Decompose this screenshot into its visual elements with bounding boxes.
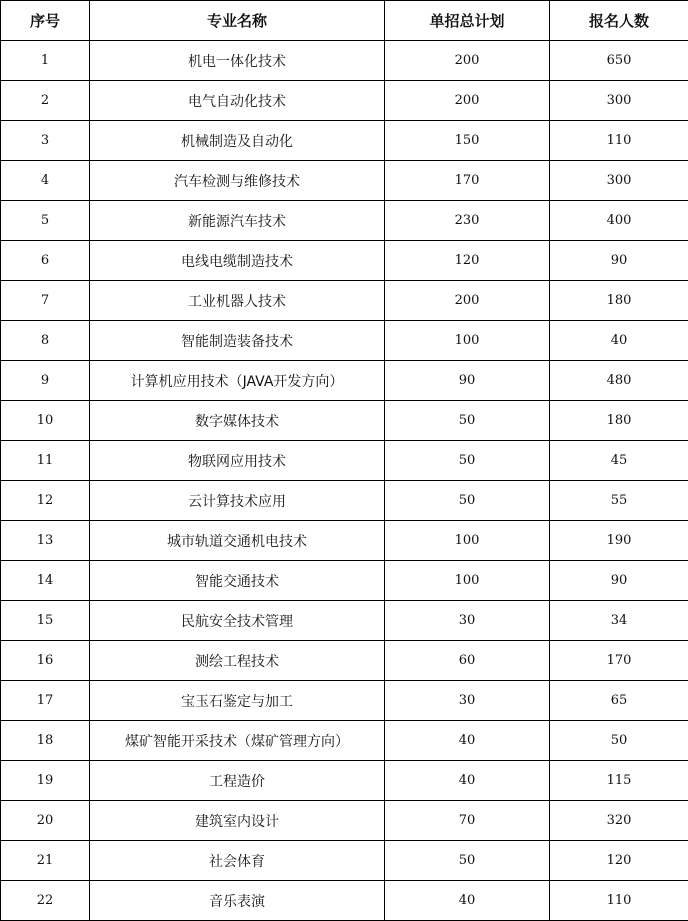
cell-major: 新能源汽车技术 bbox=[90, 201, 385, 241]
table-row bbox=[1, 681, 688, 721]
cell-applicants: 650 bbox=[550, 41, 688, 81]
cell-applicants: 115 bbox=[550, 761, 688, 801]
cell-seq: 11 bbox=[1, 441, 90, 481]
table-row bbox=[1, 841, 688, 881]
cell-plan: 200 bbox=[385, 281, 550, 321]
cell-applicants: 110 bbox=[550, 881, 688, 921]
cell-applicants: 320 bbox=[550, 801, 688, 841]
cell-plan: 30 bbox=[385, 601, 550, 641]
table-row bbox=[1, 881, 688, 921]
cell-major: 电气自动化技术 bbox=[90, 81, 385, 121]
table-row bbox=[1, 801, 688, 841]
cell-plan: 50 bbox=[385, 481, 550, 521]
cell-seq: 15 bbox=[1, 601, 90, 641]
table-row bbox=[1, 81, 688, 121]
cell-applicants: 110 bbox=[550, 121, 688, 161]
cell-major: 汽车检测与维修技术 bbox=[90, 161, 385, 201]
cell-major: 数字媒体技术 bbox=[90, 401, 385, 441]
cell-plan: 50 bbox=[385, 401, 550, 441]
cell-applicants: 300 bbox=[550, 161, 688, 201]
cell-plan: 150 bbox=[385, 121, 550, 161]
cell-plan: 170 bbox=[385, 161, 550, 201]
table-row bbox=[1, 401, 688, 441]
cell-major: 城市轨道交通机电技术 bbox=[90, 521, 385, 561]
cell-seq: 8 bbox=[1, 321, 90, 361]
cell-plan: 30 bbox=[385, 681, 550, 721]
cell-plan: 200 bbox=[385, 41, 550, 81]
table-row bbox=[1, 601, 688, 641]
cell-major: 计算机应用技术（JAVA开发方向） bbox=[90, 361, 385, 401]
cell-seq: 4 bbox=[1, 161, 90, 201]
cell-seq: 3 bbox=[1, 121, 90, 161]
cell-seq: 2 bbox=[1, 81, 90, 121]
cell-plan: 100 bbox=[385, 321, 550, 361]
cell-major: 电线电缆制造技术 bbox=[90, 241, 385, 281]
cell-applicants: 170 bbox=[550, 641, 688, 681]
cell-applicants: 40 bbox=[550, 321, 688, 361]
table-row bbox=[1, 241, 688, 281]
cell-major: 社会体育 bbox=[90, 841, 385, 881]
table-row bbox=[1, 361, 688, 401]
cell-applicants: 180 bbox=[550, 281, 688, 321]
cell-plan: 90 bbox=[385, 361, 550, 401]
table-row bbox=[1, 481, 688, 521]
cell-seq: 5 bbox=[1, 201, 90, 241]
cell-seq: 1 bbox=[1, 41, 90, 81]
cell-applicants: 400 bbox=[550, 201, 688, 241]
cell-plan: 120 bbox=[385, 241, 550, 281]
cell-seq: 12 bbox=[1, 481, 90, 521]
table-row bbox=[1, 561, 688, 601]
cell-plan: 40 bbox=[385, 881, 550, 921]
cell-major: 物联网应用技术 bbox=[90, 441, 385, 481]
cell-major: 智能交通技术 bbox=[90, 561, 385, 601]
cell-seq: 10 bbox=[1, 401, 90, 441]
cell-applicants: 34 bbox=[550, 601, 688, 641]
header-major: 专业名称 bbox=[90, 1, 385, 41]
cell-major: 机械制造及自动化 bbox=[90, 121, 385, 161]
cell-plan: 60 bbox=[385, 641, 550, 681]
table-row bbox=[1, 721, 688, 761]
cell-major: 云计算技术应用 bbox=[90, 481, 385, 521]
table-row bbox=[1, 201, 688, 241]
table-row bbox=[1, 641, 688, 681]
cell-applicants: 190 bbox=[550, 521, 688, 561]
cell-plan: 40 bbox=[385, 721, 550, 761]
cell-plan: 50 bbox=[385, 441, 550, 481]
cell-plan: 100 bbox=[385, 561, 550, 601]
cell-seq: 13 bbox=[1, 521, 90, 561]
table-row bbox=[1, 281, 688, 321]
header-plan: 单招总计划 bbox=[385, 1, 550, 41]
cell-seq: 19 bbox=[1, 761, 90, 801]
cell-applicants: 180 bbox=[550, 401, 688, 441]
table-header bbox=[1, 1, 688, 41]
cell-plan: 70 bbox=[385, 801, 550, 841]
table-row bbox=[1, 41, 688, 81]
cell-plan: 100 bbox=[385, 521, 550, 561]
table-row bbox=[1, 521, 688, 561]
cell-major: 测绘工程技术 bbox=[90, 641, 385, 681]
cell-plan: 50 bbox=[385, 841, 550, 881]
header-applicants: 报名人数 bbox=[550, 1, 688, 41]
cell-applicants: 55 bbox=[550, 481, 688, 521]
cell-major: 工程造价 bbox=[90, 761, 385, 801]
cell-major: 音乐表演 bbox=[90, 881, 385, 921]
cell-seq: 18 bbox=[1, 721, 90, 761]
table-body bbox=[1, 41, 688, 921]
cell-seq: 6 bbox=[1, 241, 90, 281]
cell-applicants: 90 bbox=[550, 241, 688, 281]
cell-seq: 9 bbox=[1, 361, 90, 401]
table-row bbox=[1, 761, 688, 801]
cell-seq: 22 bbox=[1, 881, 90, 921]
cell-seq: 14 bbox=[1, 561, 90, 601]
cell-major: 民航安全技术管理 bbox=[90, 601, 385, 641]
cell-seq: 16 bbox=[1, 641, 90, 681]
cell-applicants: 90 bbox=[550, 561, 688, 601]
cell-major: 智能制造装备技术 bbox=[90, 321, 385, 361]
cell-major: 建筑室内设计 bbox=[90, 801, 385, 841]
cell-major: 宝玉石鉴定与加工 bbox=[90, 681, 385, 721]
table-row bbox=[1, 441, 688, 481]
header-seq: 序号 bbox=[1, 1, 90, 41]
cell-applicants: 480 bbox=[550, 361, 688, 401]
cell-plan: 230 bbox=[385, 201, 550, 241]
cell-applicants: 50 bbox=[550, 721, 688, 761]
cell-seq: 20 bbox=[1, 801, 90, 841]
cell-applicants: 65 bbox=[550, 681, 688, 721]
cell-plan: 200 bbox=[385, 81, 550, 121]
cell-major: 机电一体化技术 bbox=[90, 41, 385, 81]
cell-applicants: 45 bbox=[550, 441, 688, 481]
table-row bbox=[1, 321, 688, 361]
cell-seq: 17 bbox=[1, 681, 90, 721]
cell-major: 煤矿智能开采技术（煤矿管理方向） bbox=[90, 721, 385, 761]
cell-applicants: 120 bbox=[550, 841, 688, 881]
table-row bbox=[1, 121, 688, 161]
cell-major: 工业机器人技术 bbox=[90, 281, 385, 321]
cell-seq: 21 bbox=[1, 841, 90, 881]
cell-applicants: 300 bbox=[550, 81, 688, 121]
header-row bbox=[1, 1, 688, 41]
cell-seq: 7 bbox=[1, 281, 90, 321]
table-row bbox=[1, 161, 688, 201]
cell-plan: 40 bbox=[385, 761, 550, 801]
